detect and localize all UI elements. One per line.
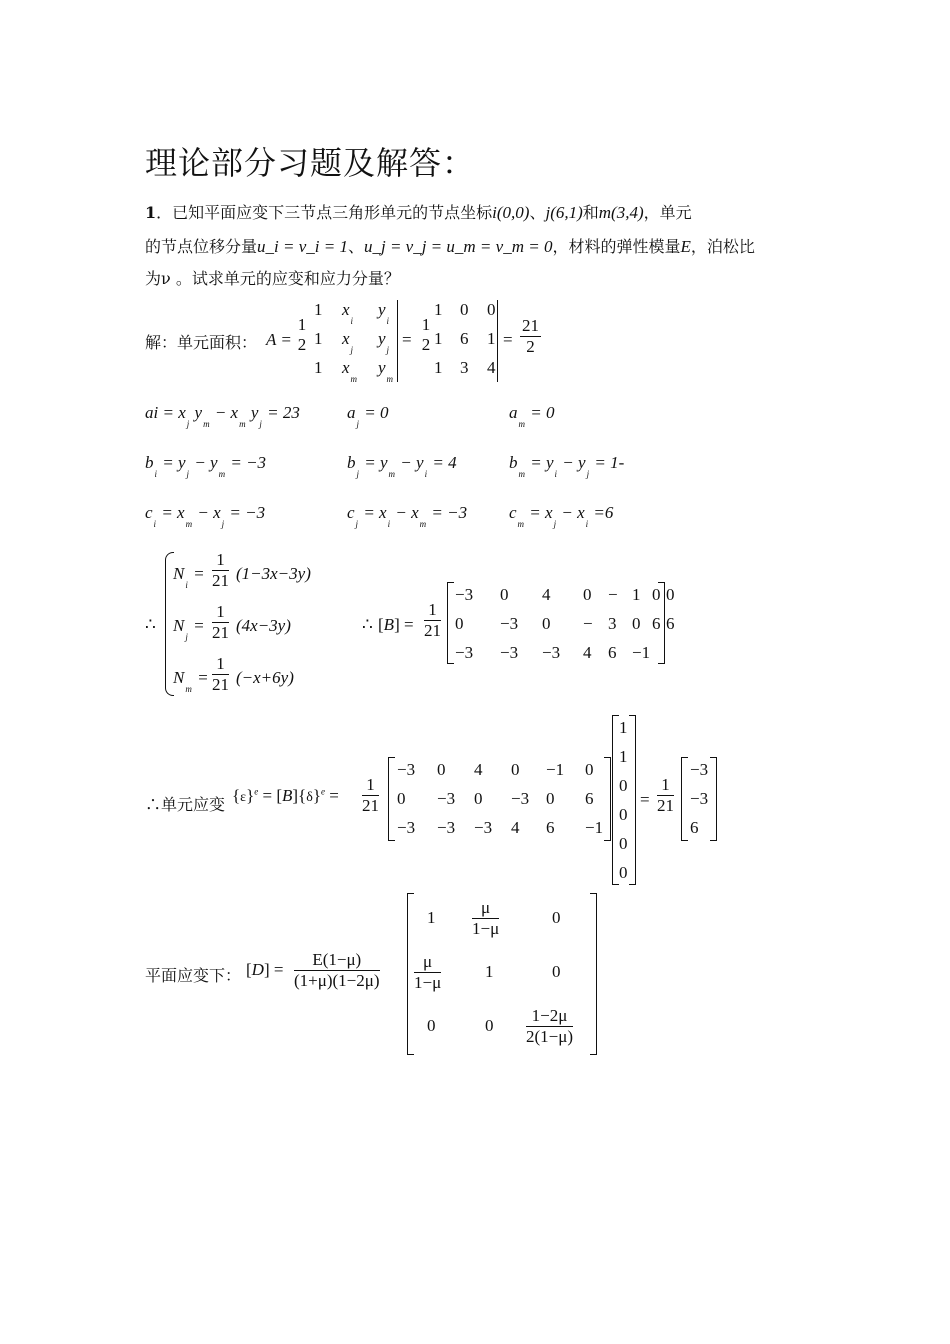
strain-B-cell: −3 bbox=[511, 789, 530, 808]
strain-B-cell: −3 bbox=[437, 789, 456, 808]
strain-result-entry: 6 bbox=[690, 818, 699, 837]
delta-bracket-left bbox=[612, 715, 619, 885]
page-title: 理论部分习题及解答： bbox=[145, 144, 476, 182]
strain-result-bracket-left bbox=[681, 757, 688, 841]
strain-B-cell: 0 bbox=[585, 760, 594, 779]
shape-function-rhs: (1−3x−3y) bbox=[236, 564, 311, 583]
determinant-bar-right bbox=[397, 300, 398, 382]
conjunction: 和 bbox=[582, 203, 599, 222]
B-cell: 0 bbox=[542, 614, 551, 633]
problem-number: 1 bbox=[145, 203, 157, 222]
D-coefficient: $\frac{E(1-\mu)}{(1+\mu)(1-2\mu)}$ bbox=[294, 950, 380, 990]
B-bracket-left bbox=[447, 582, 454, 664]
strain-B-bracket-left bbox=[388, 757, 395, 841]
problem-line-3: 为ν 。试求单元的应变和应力分量？ bbox=[145, 269, 400, 288]
strain-B-cell: 0 bbox=[546, 789, 555, 808]
strain-B-cell: −1 bbox=[585, 818, 604, 837]
B-cell: 6 bbox=[652, 614, 661, 633]
area-result-den: 2 bbox=[526, 337, 535, 356]
B-cell: 0 bbox=[500, 585, 509, 604]
area-result bbox=[520, 316, 541, 357]
B-cell: − bbox=[608, 585, 618, 604]
coefficient: $c_j = x_i - x_m = -3$ bbox=[347, 503, 468, 529]
therefore-symbol: ∴ bbox=[145, 615, 156, 634]
strain-B-cell: −3 bbox=[437, 818, 456, 837]
strain-lhs: $\{\varepsilon\}^e = [B]\{\delta\}^e$ = bbox=[232, 786, 339, 805]
strain-B-cell: 0 bbox=[437, 760, 446, 779]
det-sym-cell: 1 bbox=[314, 329, 323, 348]
modulus-symbol: E bbox=[680, 237, 691, 256]
det-sym-cell: 1 bbox=[314, 358, 323, 377]
equals-sign: = bbox=[503, 330, 513, 349]
B-cell: −3 bbox=[542, 643, 561, 662]
displacement-jm: u_j = v_j = u_m = v_m = 0 bbox=[363, 237, 553, 256]
B-cell: 4 bbox=[542, 585, 551, 604]
B-cell: 0 bbox=[632, 614, 641, 633]
B-cell: −3 bbox=[500, 614, 519, 633]
B-cell: 0 bbox=[455, 614, 464, 633]
coefficient: $b_i = y_j - y_m = -3$ bbox=[145, 453, 267, 479]
problem-text: ，材料的弹性模量 bbox=[552, 237, 681, 256]
det-num-cell: 3 bbox=[460, 358, 469, 377]
coefficient: $b_m = y_i - y_j = 1-$ bbox=[509, 453, 625, 479]
D-33: $\frac{1-2\mu}{2(1-\mu)}$ bbox=[526, 1006, 574, 1046]
strain-B-cell: 4 bbox=[474, 760, 483, 779]
B-cell: 1 bbox=[632, 585, 641, 604]
shape-function-lhs: $N_m$ = bbox=[173, 668, 209, 694]
D-32: 0 bbox=[485, 1016, 494, 1035]
D-23: 0 bbox=[552, 962, 561, 981]
D-13: 0 bbox=[552, 908, 561, 927]
det-sym-cell: $y_j$ bbox=[378, 329, 390, 355]
coefficient: $c_m = x_j - x_i =6$ bbox=[509, 503, 614, 529]
strain-B-bracket-right bbox=[604, 757, 611, 841]
coefficient: $a_j = 0$ bbox=[347, 403, 389, 429]
problem-text: ，泊松比 bbox=[690, 237, 755, 256]
shape-function-fraction: $\frac{1}{21}$ bbox=[212, 602, 229, 642]
det-num-cell: 1 bbox=[487, 329, 496, 348]
shape-function-lhs: $N_i$ = bbox=[173, 564, 205, 590]
det-num-cell: 1 bbox=[434, 300, 443, 319]
D-21: $\frac{\mu}{1-\mu}$ bbox=[414, 952, 442, 992]
D-bracket-right bbox=[590, 893, 597, 1055]
node-j: j(6,1) bbox=[545, 203, 583, 222]
delta-entry: 0 bbox=[619, 776, 628, 795]
strain-B-cell: 0 bbox=[397, 789, 406, 808]
strain-B-cell: 6 bbox=[585, 789, 594, 808]
determinant-bar-right-2 bbox=[497, 300, 498, 382]
delta-entry: 1 bbox=[619, 747, 628, 766]
B-cell: 0 bbox=[583, 585, 592, 604]
det-num-cell: 6 bbox=[460, 329, 469, 348]
D-lhs: [D] = bbox=[246, 960, 284, 979]
B-cell: −3 bbox=[455, 585, 474, 604]
strain-B-cell: 4 bbox=[511, 818, 520, 837]
separator: 、 bbox=[347, 237, 364, 256]
strain-B-cell: −3 bbox=[474, 818, 493, 837]
problem-text: ，单元 bbox=[643, 203, 692, 222]
strain-B-cell: −3 bbox=[397, 760, 416, 779]
D-11: 1 bbox=[427, 908, 436, 927]
node-i: i(0,0) bbox=[492, 203, 530, 222]
B-cell: 6 bbox=[608, 643, 617, 662]
node-m: m(3,4) bbox=[598, 203, 644, 222]
equals-sign: = bbox=[640, 790, 650, 809]
strain-B-cell: 6 bbox=[546, 818, 555, 837]
area-half-fraction-2: 1 2 bbox=[421, 315, 431, 354]
B-cell: − bbox=[583, 614, 593, 633]
problem-text: 的节点位移分量 bbox=[145, 237, 258, 256]
problem-line-2 bbox=[145, 234, 755, 257]
shape-function-fraction: $\frac{1}{21}$ bbox=[212, 550, 229, 590]
coefficient: $c_i = x_m - x_j = -3$ bbox=[145, 503, 266, 529]
det-sym-cell: $x_i$ bbox=[342, 300, 354, 326]
B-cell: 4 bbox=[583, 643, 592, 662]
area-label: 解：单元面积： bbox=[145, 333, 258, 352]
B-fraction: $\frac{1}{21}$ bbox=[424, 600, 441, 640]
strain-result-fraction: $\frac{1}{21}$ bbox=[657, 775, 674, 815]
shape-function-fraction: $\frac{1}{21}$ bbox=[212, 654, 229, 694]
B-cell: 3 bbox=[608, 614, 617, 633]
displacement-i: u_i = v_i = 1 bbox=[257, 237, 348, 256]
det-sym-cell: $y_i$ bbox=[378, 300, 390, 326]
strain-fraction: $\frac{1}{21}$ bbox=[362, 775, 379, 815]
strain-result-entry: −3 bbox=[690, 789, 709, 808]
area-result-num: 21 bbox=[522, 316, 539, 335]
det-num-cell: 0 bbox=[487, 300, 496, 319]
strain-B-cell: −1 bbox=[546, 760, 565, 779]
B-cell: −3 bbox=[455, 643, 474, 662]
B-cell: 0 bbox=[652, 585, 661, 604]
B-overflow-6: 6 bbox=[666, 614, 675, 633]
B-lhs: [B] = bbox=[378, 615, 414, 634]
delta-entry: 0 bbox=[619, 805, 628, 824]
coefficient: $b_j = y_m - y_i = 4$ bbox=[347, 453, 457, 479]
B-bracket-right bbox=[658, 582, 665, 664]
strain-label: ∴单元应变 bbox=[145, 795, 226, 814]
B-overflow-0: 0 bbox=[666, 585, 675, 604]
D-12: $\frac{\mu}{1-\mu}$ bbox=[472, 898, 500, 938]
therefore-symbol: ∴ bbox=[362, 615, 373, 634]
D-31: 0 bbox=[427, 1016, 436, 1035]
coefficient: ai = $x_j$ $y_m - x_m$ $y_j = 23$ bbox=[145, 403, 300, 429]
B-cell: −3 bbox=[500, 643, 519, 662]
B-cell: −1 bbox=[632, 643, 651, 662]
equals-sign: = bbox=[402, 330, 412, 349]
strain-B-cell: 0 bbox=[474, 789, 483, 808]
delta-entry: 0 bbox=[619, 834, 628, 853]
D-bracket-left bbox=[407, 893, 414, 1055]
area-lhs: A = bbox=[266, 330, 292, 349]
det-sym-cell: 1 bbox=[314, 300, 323, 319]
separator: 、 bbox=[529, 203, 546, 222]
strain-result-entry: −3 bbox=[690, 760, 709, 779]
D-22: 1 bbox=[485, 962, 494, 981]
area-half-fraction: 1 2 bbox=[297, 315, 307, 354]
shape-function-rhs: (−x+6y) bbox=[236, 668, 294, 687]
delta-entry: 1 bbox=[619, 718, 628, 737]
det-sym-cell: $y_m$ bbox=[378, 358, 394, 384]
problem-text: ．已知平面应变下三节点三角形单元的节点坐标 bbox=[156, 203, 493, 222]
strain-B-cell: 0 bbox=[511, 760, 520, 779]
strain-B-cell: −3 bbox=[397, 818, 416, 837]
problem-line-1 bbox=[145, 200, 692, 223]
coefficient: $a_m = 0$ bbox=[509, 403, 555, 429]
D-label: 平面应变下： bbox=[145, 966, 242, 985]
delta-bracket-right bbox=[629, 715, 636, 885]
shape-function-lhs: $N_j$ = bbox=[173, 616, 205, 642]
det-num-cell: 1 bbox=[434, 329, 443, 348]
det-sym-cell: $x_j$ bbox=[342, 329, 354, 355]
det-num-cell: 1 bbox=[434, 358, 443, 377]
strain-result-bracket-right bbox=[710, 757, 717, 841]
det-num-cell: 0 bbox=[460, 300, 469, 319]
shape-function-rhs: (4x−3y) bbox=[236, 616, 291, 635]
delta-entry: 0 bbox=[619, 863, 628, 882]
det-sym-cell: $x_m$ bbox=[342, 358, 358, 384]
det-num-cell: 4 bbox=[487, 358, 496, 377]
